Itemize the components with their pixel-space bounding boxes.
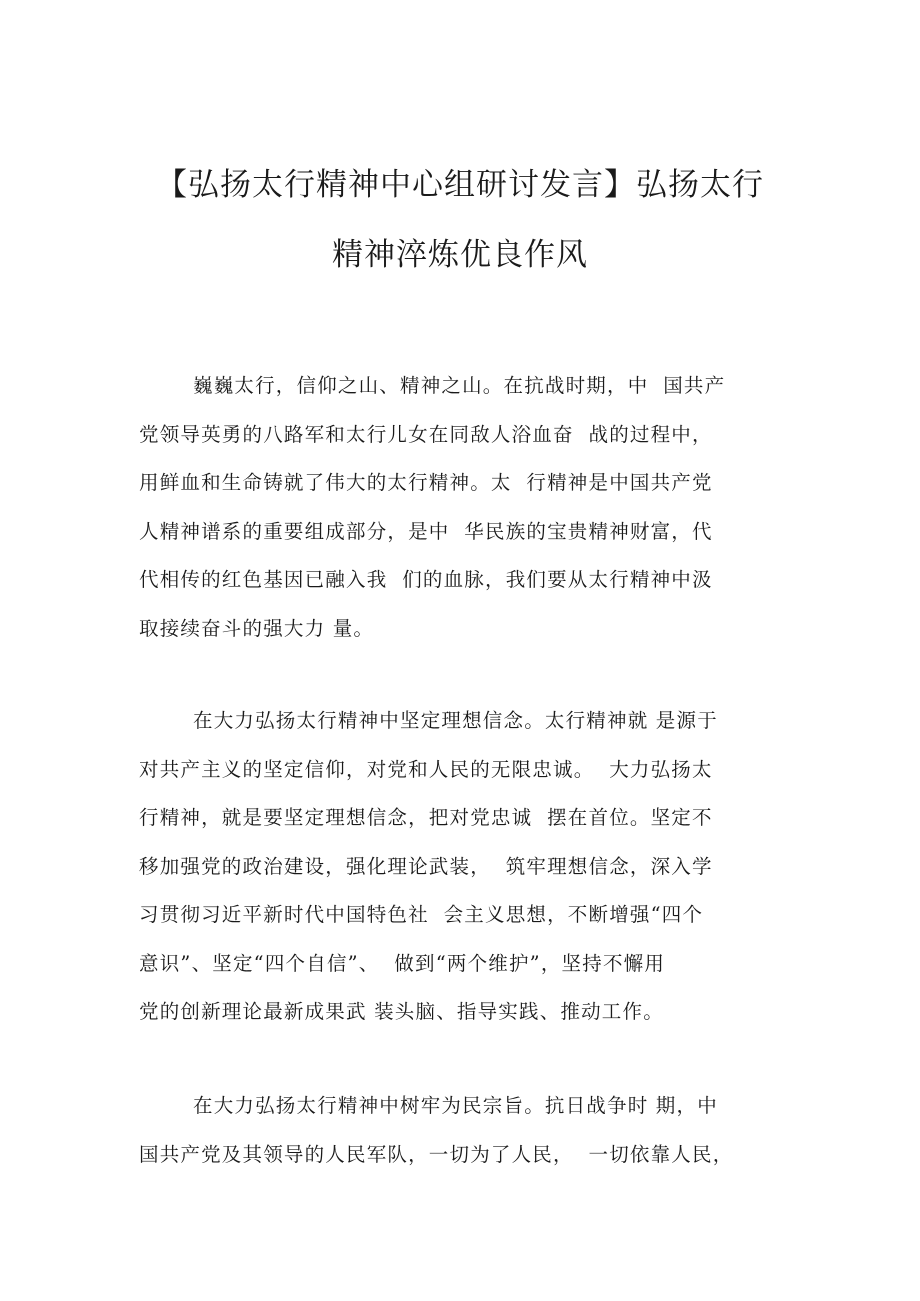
paragraph-line: 对共产主义的坚定信仰，对党和人民的无限忠诚。 大力弘扬太 [139, 757, 713, 781]
paragraph-line: 在大力弘扬太行精神中坚定理想信念。太行精神就 是源于 [193, 709, 718, 732]
document-title [0, 150, 920, 290]
paragraph-line: 国共产党及其领导的人民军队，一切为了人民， 一切依靠人民， [139, 1142, 734, 1166]
paragraph-line: 人精神谱系的重要组成部分，是中 华民族的宝贵精神财富，代 [139, 519, 713, 543]
paragraph-line: 意识”、坚定“四个自信”、 做到“两个维护”，坚持不懈用 [139, 951, 666, 975]
paragraph-line: 用鲜血和生命铸就了伟大的太行精神。太 行精神是中国共产党 [139, 471, 713, 494]
paragraph-line: 党的创新理论最新成果武 装头脑、指导实践、推动工作。 [139, 1000, 664, 1023]
paragraph-line: 巍巍太行，信仰之山、精神之山。在抗战时期，中 国共产 [193, 374, 726, 397]
paragraph-line: 取接续奋斗的强大力 量。 [139, 616, 375, 640]
paragraph-line: 行精神，就是要坚定理想信念，把对党忠诚 摆在首位。坚定不 [139, 806, 713, 829]
body-paragraph [139, 697, 799, 1037]
paragraph-line: 移加强党的政治建设，强化理论武装， 筑牢理想信念，深入学 [139, 854, 713, 878]
paragraph-line: 代相传的红色基因已融入我 们的血脉，我们要从太行精神中汲 [139, 568, 713, 591]
title-line: 【弘扬太行精神中心组研讨发言】弘扬太行 [156, 167, 764, 203]
body-paragraph [139, 362, 799, 653]
body-paragraph [139, 1082, 799, 1179]
paragraph-line: 习贯彻习近平新时代中国特色社 会主义思想，不断增强“四个 [139, 903, 704, 926]
paragraph-line: 在大力弘扬太行精神中树牢为民宗旨。抗日战争时 期，中 [193, 1094, 718, 1117]
title-line: 精神淬炼优良作风 [332, 237, 588, 273]
paragraph-line: 党领导英勇的八路军和太行儿女在同敌人浴血奋 战的过程中， [139, 422, 713, 446]
